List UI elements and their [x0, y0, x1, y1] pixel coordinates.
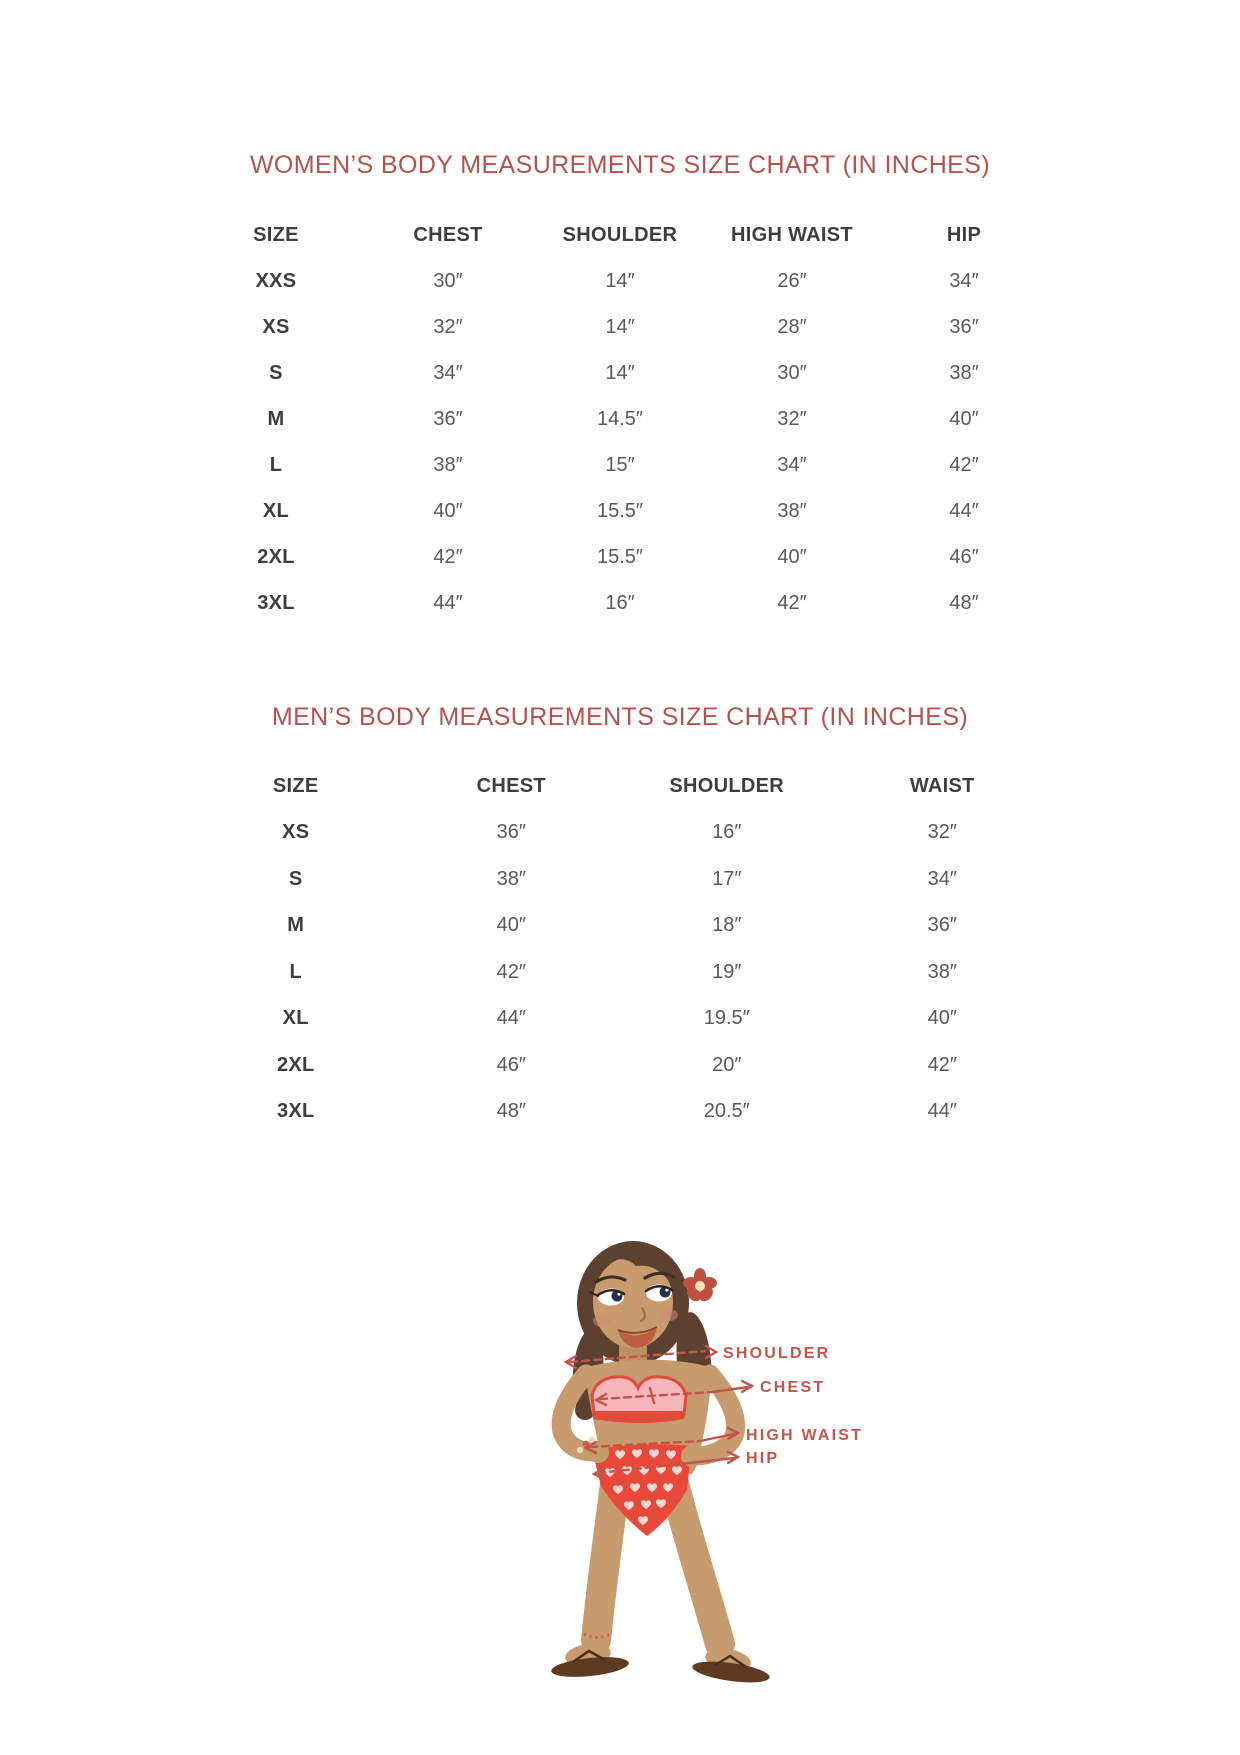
value-cell: 46″ [949, 545, 979, 568]
value-cell: 32″ [433, 315, 463, 338]
value-cell: 20″ [712, 1053, 742, 1076]
value-cell: 40″ [496, 914, 526, 937]
size-cell: 3XL [276, 1100, 315, 1123]
size-cell: L [289, 960, 303, 983]
value-cell: 40″ [777, 545, 807, 568]
shoulder-arrow [566, 1346, 716, 1368]
header-cell: SHOULDER [669, 774, 785, 797]
header-cell: HIGH WAIST [731, 223, 853, 246]
header-cell: CHEST [476, 774, 546, 797]
figure-hair [569, 1241, 715, 1420]
label-shoulder: SHOULDER [723, 1345, 831, 1362]
value-cell: 17″ [712, 867, 742, 890]
anklet [584, 1634, 610, 1638]
sandals [550, 1654, 771, 1686]
value-cell: 16″ [712, 821, 742, 844]
women-chart-title: WOMEN’S BODY MEASUREMENTS SIZE CHART (IN INCHES) [249, 151, 991, 179]
value-cell: 19.5″ [703, 1007, 750, 1030]
value-cell: 15.5″ [596, 545, 643, 568]
size-cell: XS [282, 821, 310, 844]
men-size-table [188, 763, 1050, 1135]
value-cell: 32″ [927, 821, 957, 844]
value-cell: 40″ [433, 499, 463, 522]
value-cell: 44″ [433, 591, 463, 614]
label-chest: CHEST [760, 1379, 826, 1396]
value-cell: 42″ [433, 545, 463, 568]
size-cell: S [269, 361, 283, 384]
value-cell: 36″ [927, 914, 957, 937]
size-cell: XS [262, 315, 290, 338]
value-cell: 42″ [927, 1053, 957, 1076]
figure-legs [550, 1468, 771, 1686]
value-cell: 19″ [712, 960, 742, 983]
bracelet [577, 1437, 595, 1453]
bikini-bottom [592, 1444, 692, 1536]
size-cell: XL [262, 499, 290, 522]
size-cell: 3XL [257, 591, 295, 614]
value-cell: 36″ [496, 821, 526, 844]
header-cell: SIZE [272, 774, 319, 797]
label-high-waist: HIGH WAIST [746, 1427, 864, 1444]
figure-face [590, 1243, 678, 1348]
value-cell: 30″ [433, 269, 463, 292]
header-cell: CHEST [413, 223, 483, 246]
value-cell: 38″ [496, 867, 526, 890]
women-size-table [190, 212, 1050, 626]
hip-arrow [594, 1452, 738, 1479]
value-cell: 14″ [605, 361, 635, 384]
size-cell: M [287, 914, 305, 937]
flower-accessory [683, 1268, 717, 1304]
size-cell: L [269, 453, 283, 476]
value-cell: 42″ [777, 591, 807, 614]
men-chart-title: MEN’S BODY MEASUREMENTS SIZE CHART (IN INCHES) [271, 703, 969, 731]
value-cell: 40″ [927, 1007, 957, 1030]
value-cell: 32″ [777, 407, 807, 430]
value-cell: 16″ [605, 591, 635, 614]
value-cell: 14.5″ [596, 407, 643, 430]
heart-pattern [598, 1449, 682, 1525]
size-cell: M [267, 407, 285, 430]
size-cell: S [288, 867, 303, 890]
header-cell: SHOULDER [562, 223, 678, 246]
value-cell: 38″ [927, 960, 957, 983]
high-waist-arrow [586, 1428, 738, 1453]
figure-torso [584, 1360, 712, 1474]
size-cell: 2XL [257, 545, 295, 568]
value-cell: 14″ [605, 269, 635, 292]
value-cell: 30″ [777, 361, 807, 384]
figure-arms [561, 1374, 735, 1467]
value-cell: 14″ [605, 315, 635, 338]
value-cell: 48″ [949, 591, 979, 614]
value-cell: 15.5″ [596, 499, 643, 522]
value-cell: 26″ [777, 269, 807, 292]
value-cell: 40″ [949, 407, 979, 430]
value-cell: 18″ [712, 914, 742, 937]
hair-fringe [593, 1243, 674, 1292]
size-cell: XXS [255, 269, 297, 292]
value-cell: 44″ [949, 499, 979, 522]
value-cell: 48″ [496, 1100, 526, 1123]
value-cell: 38″ [433, 453, 463, 476]
value-cell: 34″ [777, 453, 807, 476]
size-cell: XL [282, 1007, 309, 1030]
value-cell: 44″ [496, 1007, 526, 1030]
value-cell: 42″ [496, 960, 526, 983]
header-cell: SIZE [253, 223, 299, 246]
measurement-annotations [566, 1345, 863, 1479]
figure-neck [619, 1332, 647, 1368]
value-cell: 44″ [927, 1100, 957, 1123]
value-cell: 34″ [433, 361, 463, 384]
value-cell: 36″ [949, 315, 979, 338]
value-cell: 34″ [927, 867, 957, 890]
header-cell: WAIST [909, 774, 975, 797]
value-cell: 34″ [949, 269, 979, 292]
header-cell: HIP [946, 223, 982, 246]
value-cell: 46″ [496, 1053, 526, 1076]
value-cell: 28″ [777, 315, 807, 338]
value-cell: 42″ [949, 453, 979, 476]
value-cell: 38″ [949, 361, 979, 384]
value-cell: 15″ [605, 453, 635, 476]
chest-arrow [596, 1381, 752, 1405]
bikini-top [592, 1377, 686, 1423]
value-cell: 36″ [433, 407, 463, 430]
size-cell: 2XL [276, 1053, 315, 1076]
label-hip: HIP [746, 1450, 780, 1467]
value-cell: 20.5″ [703, 1100, 750, 1123]
value-cell: 38″ [777, 499, 807, 522]
